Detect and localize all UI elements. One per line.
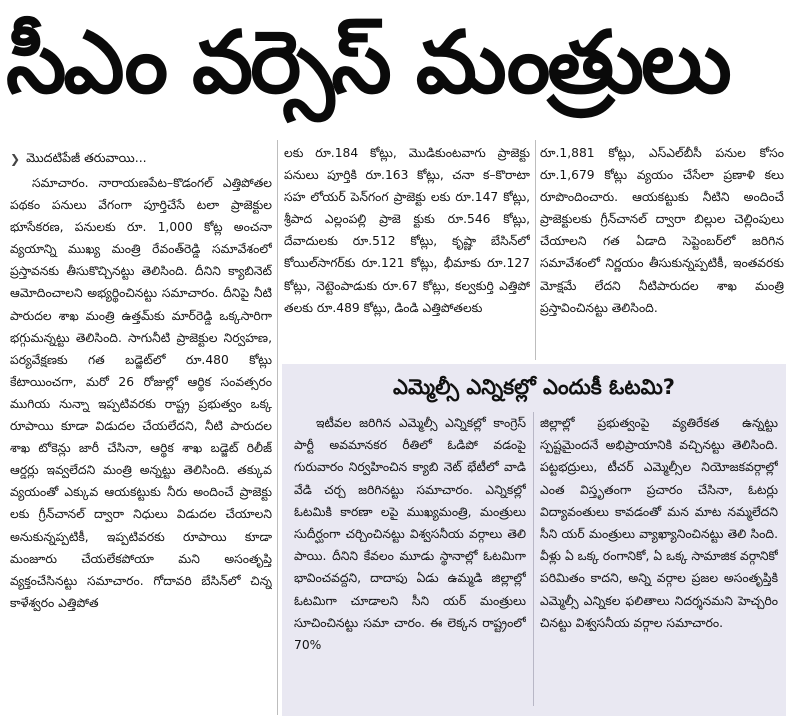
column-divider (535, 140, 536, 360)
continuation-label (10, 148, 272, 170)
article-column-2 (284, 142, 530, 360)
article-paragraph: రూ.1,881 కోట్లు, ఎస్ఎల్‌బీసీ పనుల కోసం రూ.1,679 కోట్లు వ్యయం చేసేలా ప్రణాళి కలు రూపొందించారు. ఆయకట్టుకు నీటిని అందించే ప్రాజెక్టులకు గ్రీన్‌చానల్ ద్వారా బిల్లుల చెల్లింపులు చేయాలని గత ఏడాది సెప్టెంబర్‌లో జరిగిన సమావేశంలో నిర్ణయం తీసుకున్నప్పటికీ, ఇంతవరకు మోక్షమే లేదని నీటిపారుదల శాఖ మంత్రి ప్రస్తావించినట్టు తెలిసింది. (540, 146, 784, 315)
headline: సీఎం వర్సెస్ మంత్రులు (6, 13, 729, 113)
sidebar-paragraph: ఇటీవల జరిగిన ఎమ్మెల్సీ ఎన్నికల్లో కాంగ్రెస్ పార్టీ అవమానకర రీతిలో ఓడిపో వడంపై గురువారం నిర్వహించిన క్యాబి నెట్ భేటీలో వాడి వేడి చర్చ జరిగినట్టు సమాచారం. ఎన్నికల్లో ఓటమికి కారణా లపై ముఖ్యమంత్రి, మంత్రులు సుదీర్ఘంగా చర్చించినట్టు విశ్వసనీయ వర్గాలు తెలి పాయి. దీనిని కేవలం మూడు స్థానాల్లో ఓటమిగా భావించవద్దని, దాదాపు ఏడు ఉమ్మడి జిల్లాల్లో ఓటమిగా చూడాలని సీని యర్ మంత్రులు సూచించినట్టు సమా చారం. ఈ లెక్కన రాష్ట్రంలో 70% (294, 416, 526, 653)
sidebar-paragraph: జిల్లాల్లో ప్రభుత్వంపై వ్యతిరేకత ఉన్నట్టు స్పష్టమైందనే అభిప్రాయానికి వచ్చినట్టు తెలిసింది. పట్టభద్రులు, టీచర్ ఎమ్మెల్సీల నియోజకవర్గాల్లో ఎంత విస్తృతంగా ప్రచారం చేసినా, ఓటర్లు విద్యావంతులు కావడంతో మన మాట నమ్మలేదని సీని యర్ మంత్రులు వ్యాఖ్యానించినట్టు తెలి సింది. వీళ్లు ఏ ఒక్క రంగానికో, ఏ ఒక్క సామాజిక వర్గానికో పరిమితం కాదని, అన్ని వర్గాల ప్రజల అసంతృప్తికి ఎమ్మెల్సీ ఎన్నికల ఫలితాలు నిదర్శనమని హెచ్చరిం చినట్టు విశ్వసనీయ వర్గాల సమాచారం. (540, 416, 778, 630)
article-column-3 (540, 142, 784, 360)
sidebar-box (282, 364, 786, 716)
sidebar-box-column-2 (540, 412, 778, 712)
article-paragraph: సమాచారం. నారాయణపేట–కొడంగల్ ఎత్తిపోతల పథకం పనులు వేగంగా పూర్తిచేసే టలా ప్రాజెక్టుల భూసేకరణ, పనులకు రూ. 1,000 కోట్ల అంచనా వ్యయాన్ని ముఖ్య మంత్రి రేవంత్‌రెడ్డి సమావేశంలో ప్రస్తావనకు తీసుకొచ్చినట్టు తెలిసింది. దీనిని క్యాబినెట్ ఆమోదించాలని అభ్యర్థించినట్టు సమాచారం. దీనిపై నీటి పారుదల శాఖ మంత్రి ఉత్తమ్‌కు మార్‌రెడ్డి ఒక్కసారిగా భగ్గుమన్నట్టు తెలిసింది. సాగునీటి ప్రాజెక్టుల నిర్వహణ, పర్యవేక్షణకు గత బడ్జెట్‌లో రూ.480 కోట్లు కేటాయించగా, మరో 26 రోజుల్లో ఆర్థిక సంవత్సరం ముగియ నున్నా ఇప్పటివరకు రాష్ట్ర ప్రభుత్వం ఒక్క రూపాయి కూడా విడుదల చేయలేదని, నీటి పారుదల శాఖ టోకెన్లు జారీ చేసినా, ఆర్థిక శాఖ బడ్జెట్ రిలీజ్ ఆర్డర్లు ఇవ్వలేదని మంత్రి అన్నట్టు తెలిసింది. తక్కువ వ్యయంతో ఎక్కువ ఆయకట్టుకు నీరు అందించే ప్రాజెక్టు లకు గ్రీన్‌చానల్ ద్వారా నిధులు విడుదల చేయాలని అనుకున్నప్పటికీ, ఇప్పటివరకు రూపాయి కూడా మంజూరు చేయలేకపోయా మని అసంతృప్తి వ్యక్తంచేసినట్టు సమాచారం. గోదావరి బేసిన్‌లో చిన్న కాళేశ్వరం ఎత్తిపోత (10, 176, 272, 610)
article-paragraph: లకు రూ.184 కోట్లు, మొడికుంటవాగు ప్రాజెక్టు పనులు పూర్తికి రూ.163 కోట్లు, చనా క–కొరాటా సహ లోయర్ పెన్‌గంగ ప్రాజెక్టు లకు రూ.147 కోట్లు, శ్రీపాద ఎల్లంపల్లి ప్రాజె క్టుకు రూ.546 కోట్లు, దేవాదులకు రూ.512 కోట్లు, కృష్ణా బేసిన్‌లో కోయిల్‌సాగర్‌కు రూ.121 కోట్లు, భీమాకు రూ.127 కోట్లు, నెట్టెంపాడుకు రూ.67 కోట్లు, కల్వకుర్తి ఎత్తిపో తలకు రూ.489 కోట్లు, డిండి ఎత్తిపోతలకు (284, 146, 530, 315)
continuation-text: మొదటిపేజీ తరువాయి... (26, 149, 147, 165)
article-column-1 (10, 172, 272, 720)
column-divider (277, 140, 278, 715)
sidebar-box-column-1 (294, 412, 526, 712)
sidebar-divider (533, 412, 534, 706)
chevron-right-icon: ❯ (10, 152, 21, 166)
sidebar-box-title: ఎమ్మెల్సీ ఎన్నికల్లో ఎందుకీ ఓటమి? (393, 375, 675, 399)
